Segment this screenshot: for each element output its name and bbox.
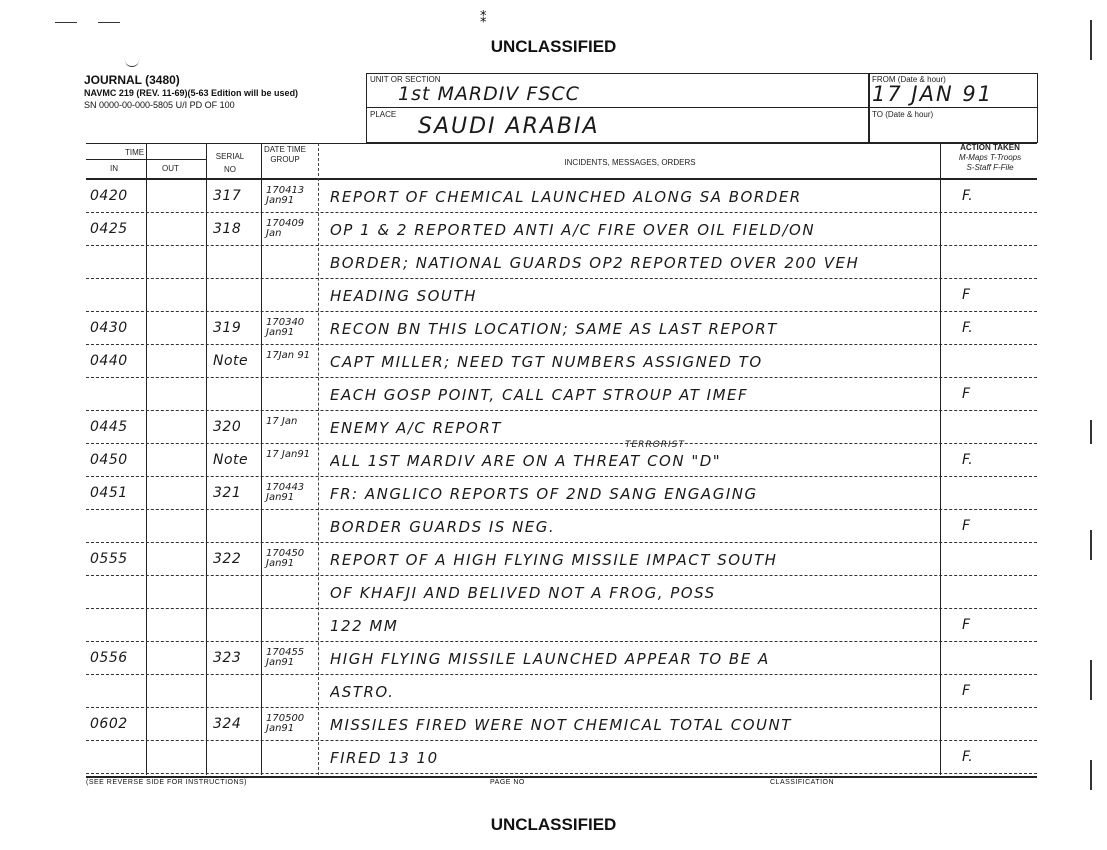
- col-serial: SERIAL NO: [215, 152, 245, 174]
- row-divider: [86, 608, 1037, 609]
- scan-mark: [125, 58, 139, 67]
- time-in: 0445: [90, 419, 128, 435]
- action-taken: F: [962, 617, 971, 633]
- message-text: HEADING SOUTH: [330, 287, 477, 305]
- col-in: IN: [110, 164, 118, 173]
- date-time-group: 17 Jan91: [266, 449, 311, 460]
- row-divider: [86, 278, 1037, 279]
- time-in: 0555: [90, 551, 128, 567]
- date-time-group: 170455 Jan91: [266, 647, 305, 668]
- row-divider: [86, 575, 1037, 576]
- row-divider: [86, 410, 1037, 411]
- action-taken: F: [962, 683, 971, 699]
- action-taken: F.: [962, 320, 973, 336]
- date-time-group: 17Jan 91: [266, 350, 311, 361]
- message-text: CAPT MILLER; NEED TGT NUMBERS ASSIGNED TO: [330, 353, 763, 371]
- col-action-sub2: S-Staff F-File: [966, 163, 1014, 172]
- form-title: JOURNAL (3480): [84, 73, 180, 87]
- time-in: 0451: [90, 485, 128, 501]
- message-text: FR: ANGLICO REPORTS OF 2ND SANG ENGAGING: [330, 485, 758, 503]
- footer-page-no: PAGE NO: [490, 779, 525, 786]
- date-time-group: 170450 Jan91: [266, 548, 305, 569]
- row-divider: [86, 344, 1037, 345]
- message-text: REPORT OF A HIGH FLYING MISSILE IMPACT SOUTH: [330, 551, 778, 569]
- classification-bottom: UNCLASSIFIED: [490, 815, 617, 834]
- message-text: BORDER GUARDS IS NEG.: [330, 518, 556, 536]
- scan-mark: [1090, 660, 1092, 700]
- time-in: 0425: [90, 221, 128, 237]
- message-text: 122 MM: [330, 617, 399, 635]
- scan-mark: [98, 22, 120, 23]
- serial-no: 317: [213, 188, 242, 204]
- message-text: MISSILES FIRED WERE NOT CHEMICAL TOTAL COUNT: [330, 716, 792, 734]
- time-in: 0430: [90, 320, 128, 336]
- col-date-time: DATE TIME GROUP: [264, 145, 306, 164]
- date-time-group: 170413 Jan91: [266, 185, 305, 206]
- scan-mark: [1090, 760, 1092, 790]
- message-text: FIRED 13 10: [330, 749, 439, 767]
- scan-mark: ⁑: [480, 10, 487, 25]
- row-divider: [86, 443, 1037, 444]
- serial-no: 320: [213, 419, 242, 435]
- row-divider: [86, 377, 1037, 378]
- scan-mark: [1090, 530, 1092, 560]
- scan-mark: [55, 22, 77, 23]
- date-time-group: 170443 Jan91: [266, 482, 305, 503]
- serial-no: 322: [213, 551, 242, 567]
- row-divider: [86, 212, 1037, 213]
- message-text: ASTRO.: [330, 683, 395, 701]
- message-text: HIGH FLYING MISSILE LAUNCHED APPEAR TO BE A: [330, 650, 770, 668]
- date-time-group: 170340 Jan91: [266, 317, 305, 338]
- action-taken: F: [962, 518, 971, 534]
- message-text: ENEMY A/C REPORT: [330, 419, 502, 437]
- row-divider: [86, 509, 1037, 510]
- col-messages: INCIDENTS, MESSAGES, ORDERS: [564, 158, 696, 167]
- date-time-group: 17 Jan: [266, 416, 298, 427]
- serial-no: 321: [213, 485, 242, 501]
- action-taken: F: [962, 287, 971, 303]
- time-in: 0556: [90, 650, 128, 666]
- time-in: 0450: [90, 452, 128, 468]
- row-divider: [86, 245, 1037, 246]
- time-in: 0602: [90, 716, 128, 732]
- action-taken: F.: [962, 452, 973, 468]
- row-divider: [86, 707, 1037, 708]
- from-value: 17 JAN 91: [872, 82, 994, 106]
- serial-no: 318: [213, 221, 242, 237]
- message-text: EACH GOSP POINT, CALL CAPT STROUP AT IMEF: [330, 386, 749, 404]
- row-divider: [86, 542, 1037, 543]
- scan-mark: [1090, 20, 1092, 60]
- message-text: OP 1 & 2 REPORTED ANTI A/C FIRE OVER OIL FIELD/ON: [330, 221, 816, 239]
- action-taken: F.: [962, 749, 973, 765]
- row-divider: [86, 773, 1037, 774]
- row-divider: [86, 641, 1037, 642]
- serial-no: Note: [213, 452, 249, 468]
- serial-no: Note: [213, 353, 249, 369]
- serial-no: 319: [213, 320, 242, 336]
- row-divider: [86, 674, 1037, 675]
- serial-no: 323: [213, 650, 242, 666]
- unit-label: UNIT OR SECTION: [370, 75, 441, 84]
- message-annotation: TERRORIST: [625, 440, 685, 450]
- row-divider: [86, 311, 1037, 312]
- classification-top: UNCLASSIFIED: [490, 37, 617, 56]
- col-out: OUT: [162, 164, 179, 173]
- scan-mark: [1090, 420, 1092, 444]
- time-in: 0440: [90, 353, 128, 369]
- footer-classification: CLASSIFICATION: [770, 779, 835, 786]
- message-text: RECON BN THIS LOCATION; SAME AS LAST REPORT: [330, 320, 778, 338]
- action-taken: F: [962, 386, 971, 402]
- message-text: ALL 1ST MARDIV ARE ON A THREAT CON "D": [330, 452, 722, 470]
- date-time-group: 170409 Jan: [266, 218, 305, 239]
- message-text: REPORT OF CHEMICAL LAUNCHED ALONG SA BORDER: [330, 188, 802, 206]
- row-divider: [86, 740, 1037, 741]
- message-text: OF KHAFJI AND BELIVED NOT A FROG, POSS: [330, 584, 716, 602]
- form-stock-number: SN 0000-00-000-5805 U/I PD OF 100: [84, 100, 235, 110]
- message-text: BORDER; NATIONAL GUARDS OP2 REPORTED OVER 200 VEH: [330, 254, 860, 272]
- from-label: FROM (Date & hour): [872, 75, 946, 84]
- form-number: NAVMC 219 (REV. 11-69)(5-63 Edition will be used): [84, 88, 299, 98]
- footer-instructions: (SEE REVERSE SIDE FOR INSTRUCTIONS): [86, 779, 248, 786]
- row-divider: [86, 476, 1037, 477]
- col-action: ACTION TAKEN: [960, 143, 1020, 152]
- date-time-group: 170500 Jan91: [266, 713, 305, 734]
- col-action-sub1: M-Maps T-Troops: [958, 153, 1022, 162]
- col-time: TIME: [125, 148, 145, 157]
- to-label: TO (Date & hour): [872, 110, 934, 119]
- place-value: SAUDI ARABIA: [418, 114, 600, 139]
- unit-value: 1st MARDIV FSCC: [398, 83, 580, 105]
- time-in: 0420: [90, 188, 128, 204]
- serial-no: 324: [213, 716, 242, 732]
- action-taken: F.: [962, 188, 973, 204]
- place-label: PLACE: [370, 110, 397, 119]
